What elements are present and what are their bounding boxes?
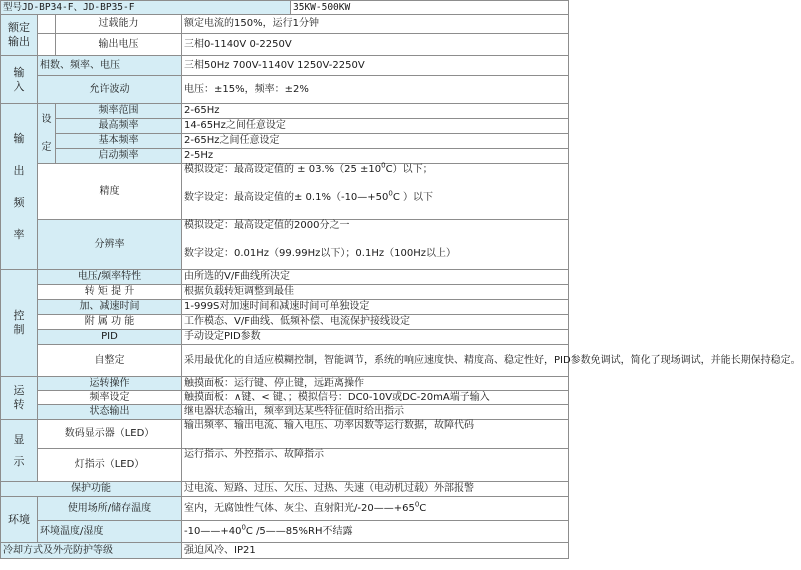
output-voltage-row — [1, 34, 569, 56]
resolution-label: 分辨率 — [38, 220, 182, 270]
run-op-value: 触摸面板：运行键、停止键，远距离操作 — [182, 377, 569, 391]
light-indicator-value — [182, 449, 569, 482]
accel-row — [1, 300, 569, 315]
cooling-row — [1, 543, 569, 559]
torque-row — [1, 285, 569, 300]
accuracy-value — [182, 161, 569, 220]
accuracy-digital-line: 数字设定：最高设定值的± $0.1\%(-10—+50^0C$ ）以下 — [184, 189, 434, 203]
digital-display-label: 数码显示器（LED） — [38, 420, 182, 449]
vf-value: 由所选的V/F曲线所决定 — [182, 270, 569, 285]
power-range-cell: 35KW-500KW — [291, 1, 569, 15]
freq-range-row — [1, 104, 569, 119]
input-fluct-label: 允许波动 — [38, 76, 182, 104]
env-place-label: 使用场所/储存温度 — [38, 497, 182, 521]
freq-set-label: 频率设定 — [38, 391, 182, 405]
protection-row — [1, 482, 569, 497]
input-fluct-row — [1, 76, 569, 104]
max-freq-row — [1, 119, 569, 134]
vf-label: 电压/频率特性 — [38, 270, 182, 285]
pid-row — [1, 330, 569, 345]
input-category: 输 入 — [1, 56, 38, 104]
light-indicator-row — [1, 449, 569, 482]
control-category: 控 制 — [1, 270, 38, 377]
protection-value: 过电流、短路、过压、欠压、过热、失速（电动机过载）外部报警 — [182, 482, 569, 497]
env-temp-value: $-10——+40^0C$ /5——85%RH不结露 — [182, 521, 569, 543]
digital-display-value: 输出频率、输出电流、输入电压、功率因数等运行数据，故障代码 — [182, 420, 569, 449]
input-phase-label: 相数、频率、电压 — [38, 56, 182, 76]
protection-label: 保护功能 — [1, 482, 182, 497]
pid-label: PID — [38, 330, 182, 345]
start-freq-value: 2-5Hz — [182, 149, 569, 164]
resolution-analog-line: 模拟设定：最高设定值的2000分之一 — [184, 220, 350, 231]
max-freq-label: 最高频率 — [56, 119, 182, 134]
digital-display-row — [1, 420, 569, 449]
operation-category: 运 转 — [1, 377, 38, 420]
freq-range-value: 2-65Hz — [182, 104, 569, 119]
aux-row — [1, 315, 569, 330]
status-out-row — [1, 405, 569, 420]
max-freq-value: 14-65Hz之间任意设定 — [182, 119, 569, 134]
selftune-row — [1, 345, 569, 377]
env-place-row — [1, 497, 569, 521]
status-out-label: 状态输出 — [38, 405, 182, 420]
model-cell: 型号JD-BP34-F、JD-BP35-F — [1, 1, 291, 15]
env-temp-row — [1, 521, 569, 543]
torque-label: 转 矩 提 升 — [38, 285, 182, 300]
aux-value: 工作模态、V/F曲线、低频补偿、电流保护接线设定 — [182, 315, 569, 330]
rated-output-category: 额定 输出 — [1, 15, 38, 56]
run-op-row — [1, 377, 569, 391]
output-voltage-label: 输出电压 — [56, 34, 182, 56]
status-out-value: 继电器状态输出，频率到达某些特征值时给出指示 — [182, 405, 569, 420]
light-indicator-label: 灯指示（LED） — [38, 449, 182, 482]
env-place-value: 室内，无腐蚀性气体、灰尘、直射阳光$/-20——+65^0C$ — [182, 497, 569, 521]
resolution-row — [1, 220, 569, 270]
base-freq-value: 2-65Hz之间任意设定 — [182, 134, 569, 149]
base-freq-label: 基本频率 — [56, 134, 182, 149]
resolution-digital-line: 数字设定：0.01Hz（99.99Hz以下）；0.1Hz（100Hz以上） — [184, 248, 456, 259]
cooling-label: 冷却方式及外壳防护等级 — [1, 543, 182, 559]
accuracy-row — [1, 164, 569, 220]
torque-value: 根据负载转矩调整到最佳 — [182, 285, 569, 300]
header-row — [1, 1, 569, 15]
accuracy-label: 精度 — [38, 164, 182, 220]
output-freq-category: 输 出 频 率 — [1, 104, 38, 270]
freq-range-label: 频率范围 — [56, 104, 182, 119]
run-op-label: 运转操作 — [38, 377, 182, 391]
light-indicator-line: 运行指示、外控指示、故障指示 — [184, 449, 324, 460]
display-category: 显 示 — [1, 420, 38, 482]
accel-value: 1-999S对加速时间和减速时间可单独设定 — [182, 300, 569, 315]
input-phase-row — [1, 56, 569, 76]
freq-set-value: 触摸面板：∧键、< 键、；模拟信号：DC0-10V或DC-20mA端子输入 — [182, 391, 569, 405]
output-voltage-value: 三相0-1140V 0-2250V — [182, 34, 569, 56]
spacer-cell — [38, 15, 56, 34]
base-freq-row — [1, 134, 569, 149]
accuracy-analog-line: 模拟设定：最高设定值的 ± $03.\%(25 \pm 10^0C)$以下； — [184, 161, 433, 175]
resolution-value — [182, 220, 569, 270]
env-temp-label: 环境温度/湿度 — [38, 521, 182, 543]
start-freq-row — [1, 149, 569, 164]
aux-label: 附 属 功 能 — [38, 315, 182, 330]
cooling-value: 强迫风冷、IP21 — [182, 543, 569, 559]
setting-sub-category: 设 定 — [38, 104, 56, 164]
start-freq-label: 启动频率 — [56, 149, 182, 164]
overload-label: 过载能力 — [56, 15, 182, 34]
overload-row — [1, 15, 569, 34]
input-fluct-value: 电压：±15%，频率：±2% — [182, 76, 569, 104]
overload-value: 额定电流的150%，运行1分钟 — [182, 15, 569, 34]
selftune-label: 自整定 — [38, 345, 182, 377]
environment-category: 环境 — [1, 497, 38, 543]
pid-value: 手动设定PID参数 — [182, 330, 569, 345]
freq-set-row — [1, 391, 569, 405]
accel-label: 加、减速时间 — [38, 300, 182, 315]
vf-row — [1, 270, 569, 285]
spacer-cell — [38, 34, 56, 56]
input-phase-value: 三相50Hz 700V-1140V 1250V-2250V — [182, 56, 569, 76]
selftune-value: 采用最优化的自适应模糊控制，智能调节，系统的响应速度快、精度高、稳定性好，PID参数免调试，简化了现场调试，并能长期保持稳定。 — [182, 345, 569, 377]
